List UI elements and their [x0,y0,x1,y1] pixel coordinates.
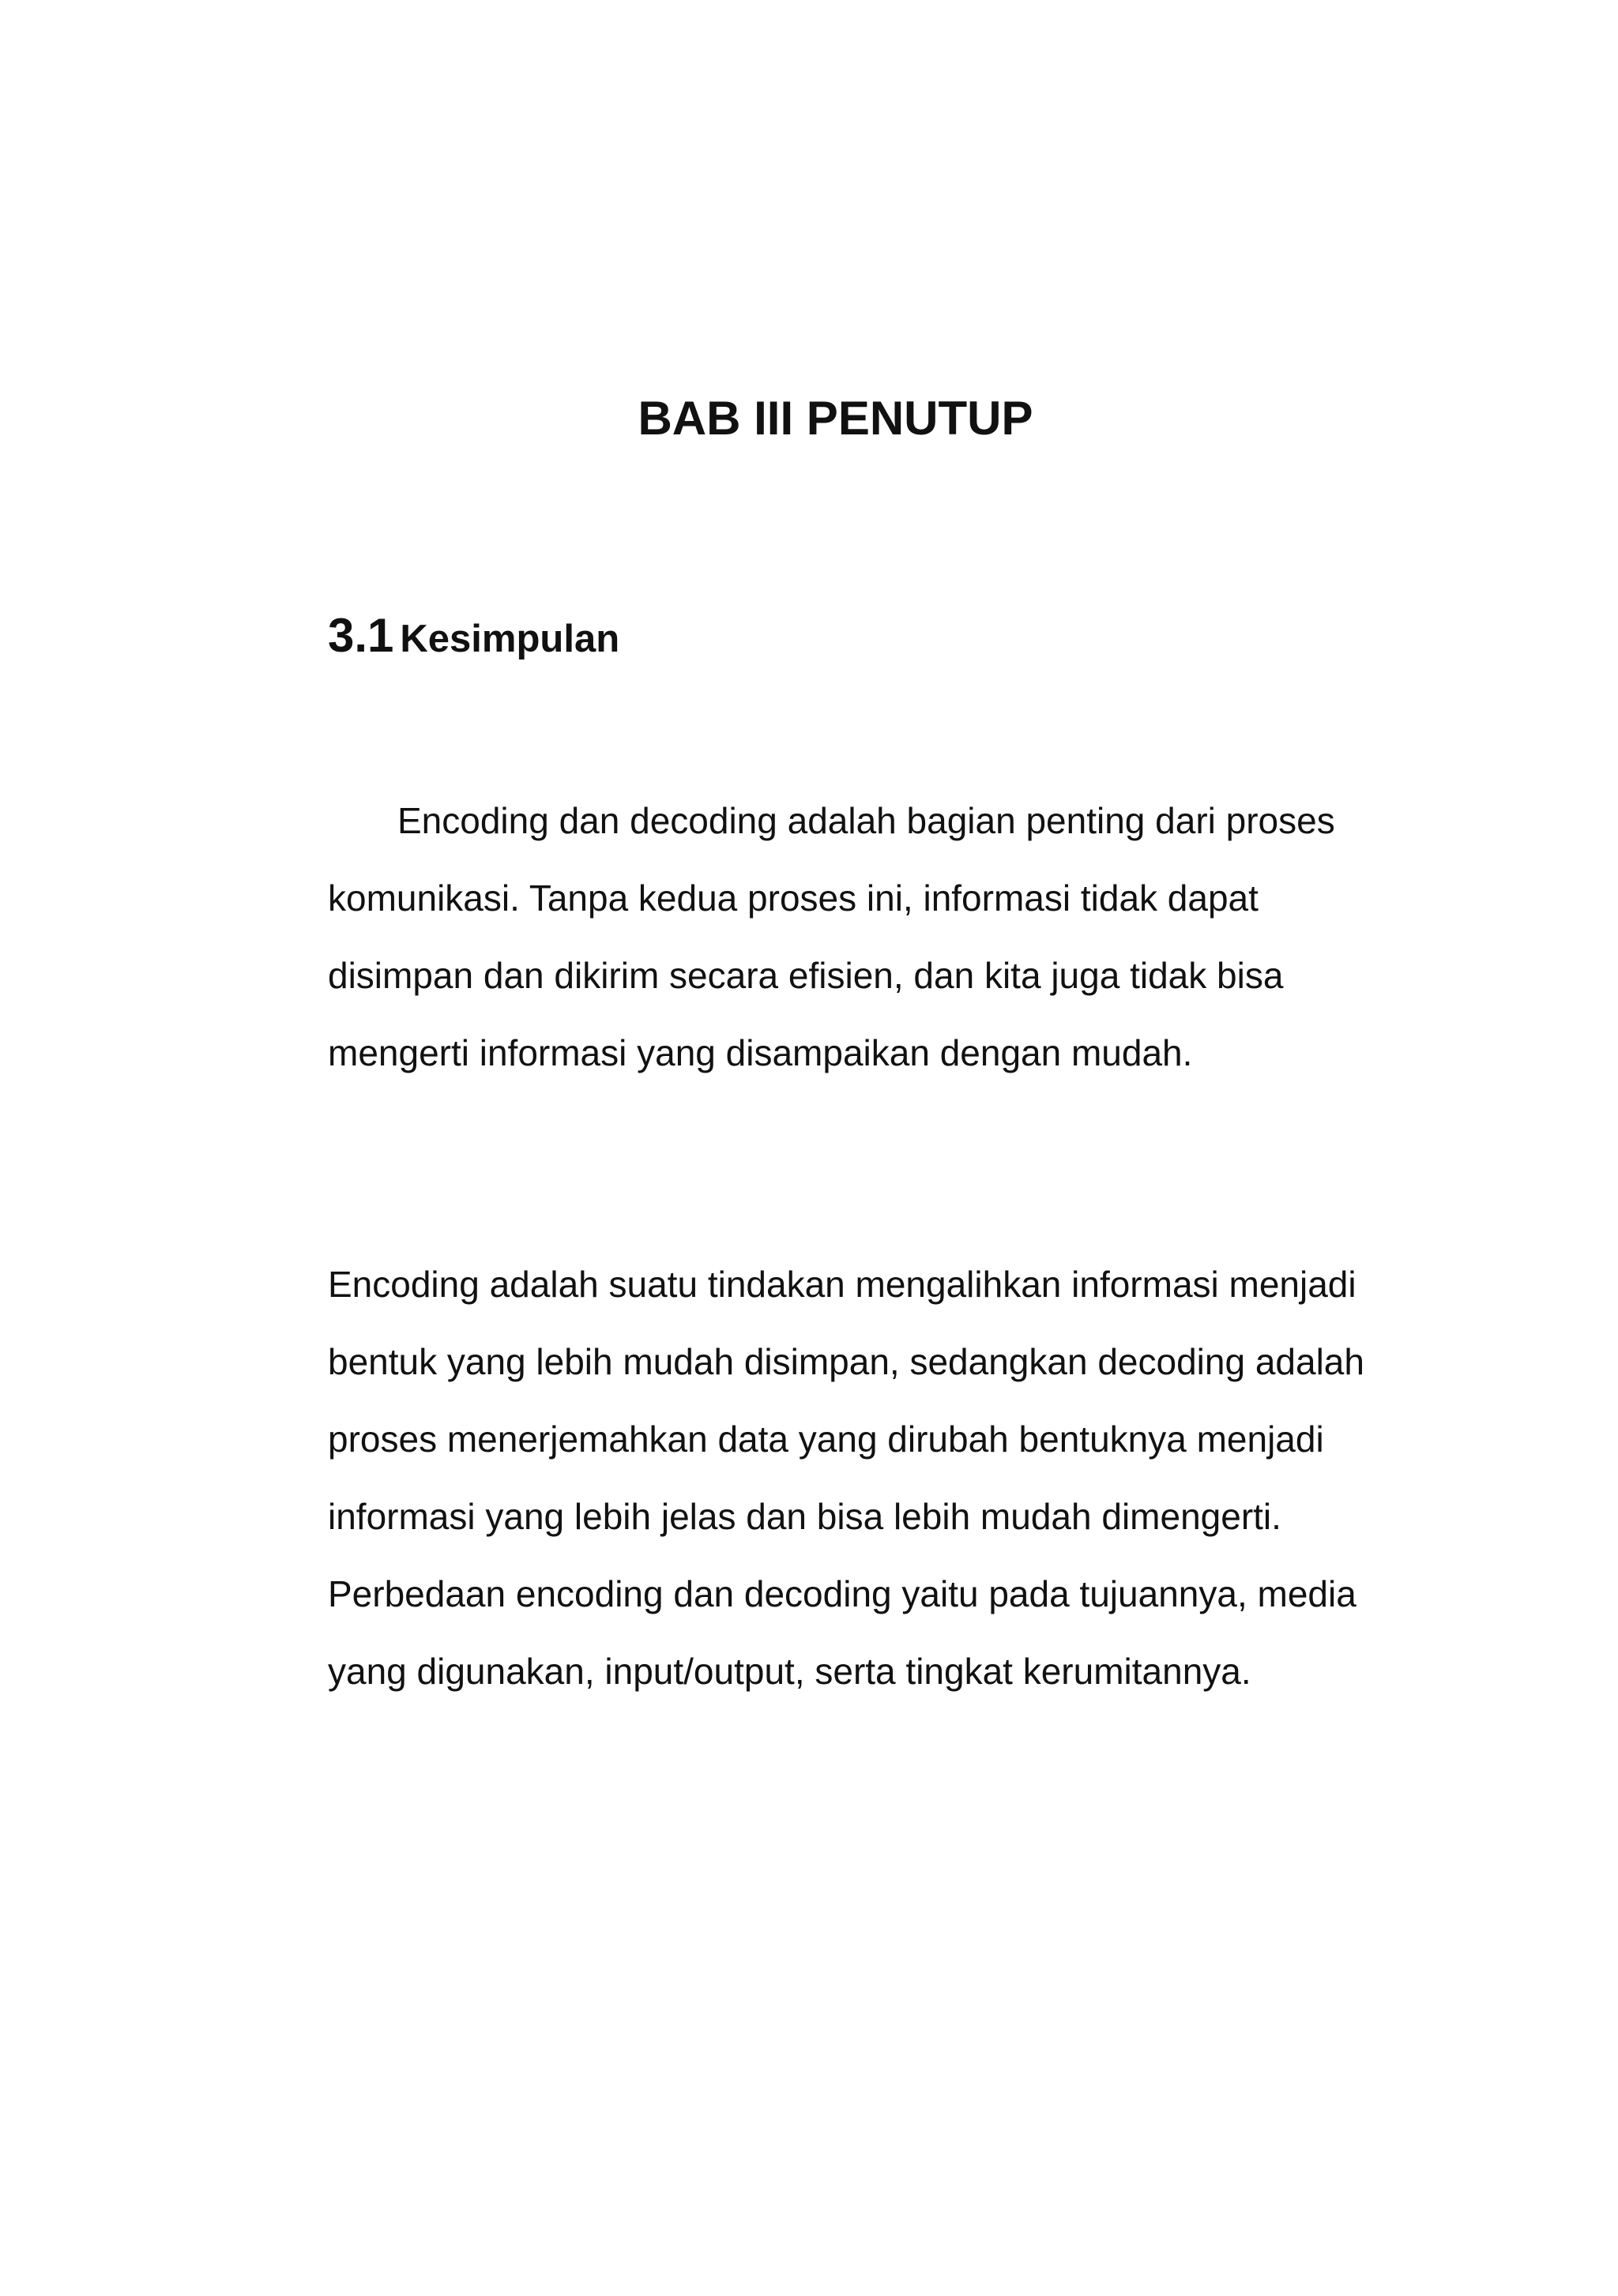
chapter-title: BAB III PENUTUP [638,392,1033,445]
paragraph-1: Encoding dan decoding adalah bagian penting dari proses komunikasi. Tanpa kedua proses ini, informasi tidak dapat disimpan dan dikirim secara efisien, dan kita juga tidak bisa mengerti informasi yang disampaikan dengan mudah. [328,800,1335,1073]
paragraph-2: Encoding adalah suatu tindakan mengalihkan informasi menjadi bentuk yang lebih mudah disimpan, sedangkan decoding adalah proses menerjemahkan data yang dirubah bentuknya menjadi informasi yang lebih jelas dan bisa lebih mudah dimengerti. Perbedaan encoding dan decoding yaitu pada tujuannya, media yang digunakan, input/output, serta tingkat kerumitannya. [328,1264,1364,1692]
section-heading [328,604,619,678]
section-title: Kesimpulan [400,618,620,660]
section-number: 3.1 [328,609,394,662]
